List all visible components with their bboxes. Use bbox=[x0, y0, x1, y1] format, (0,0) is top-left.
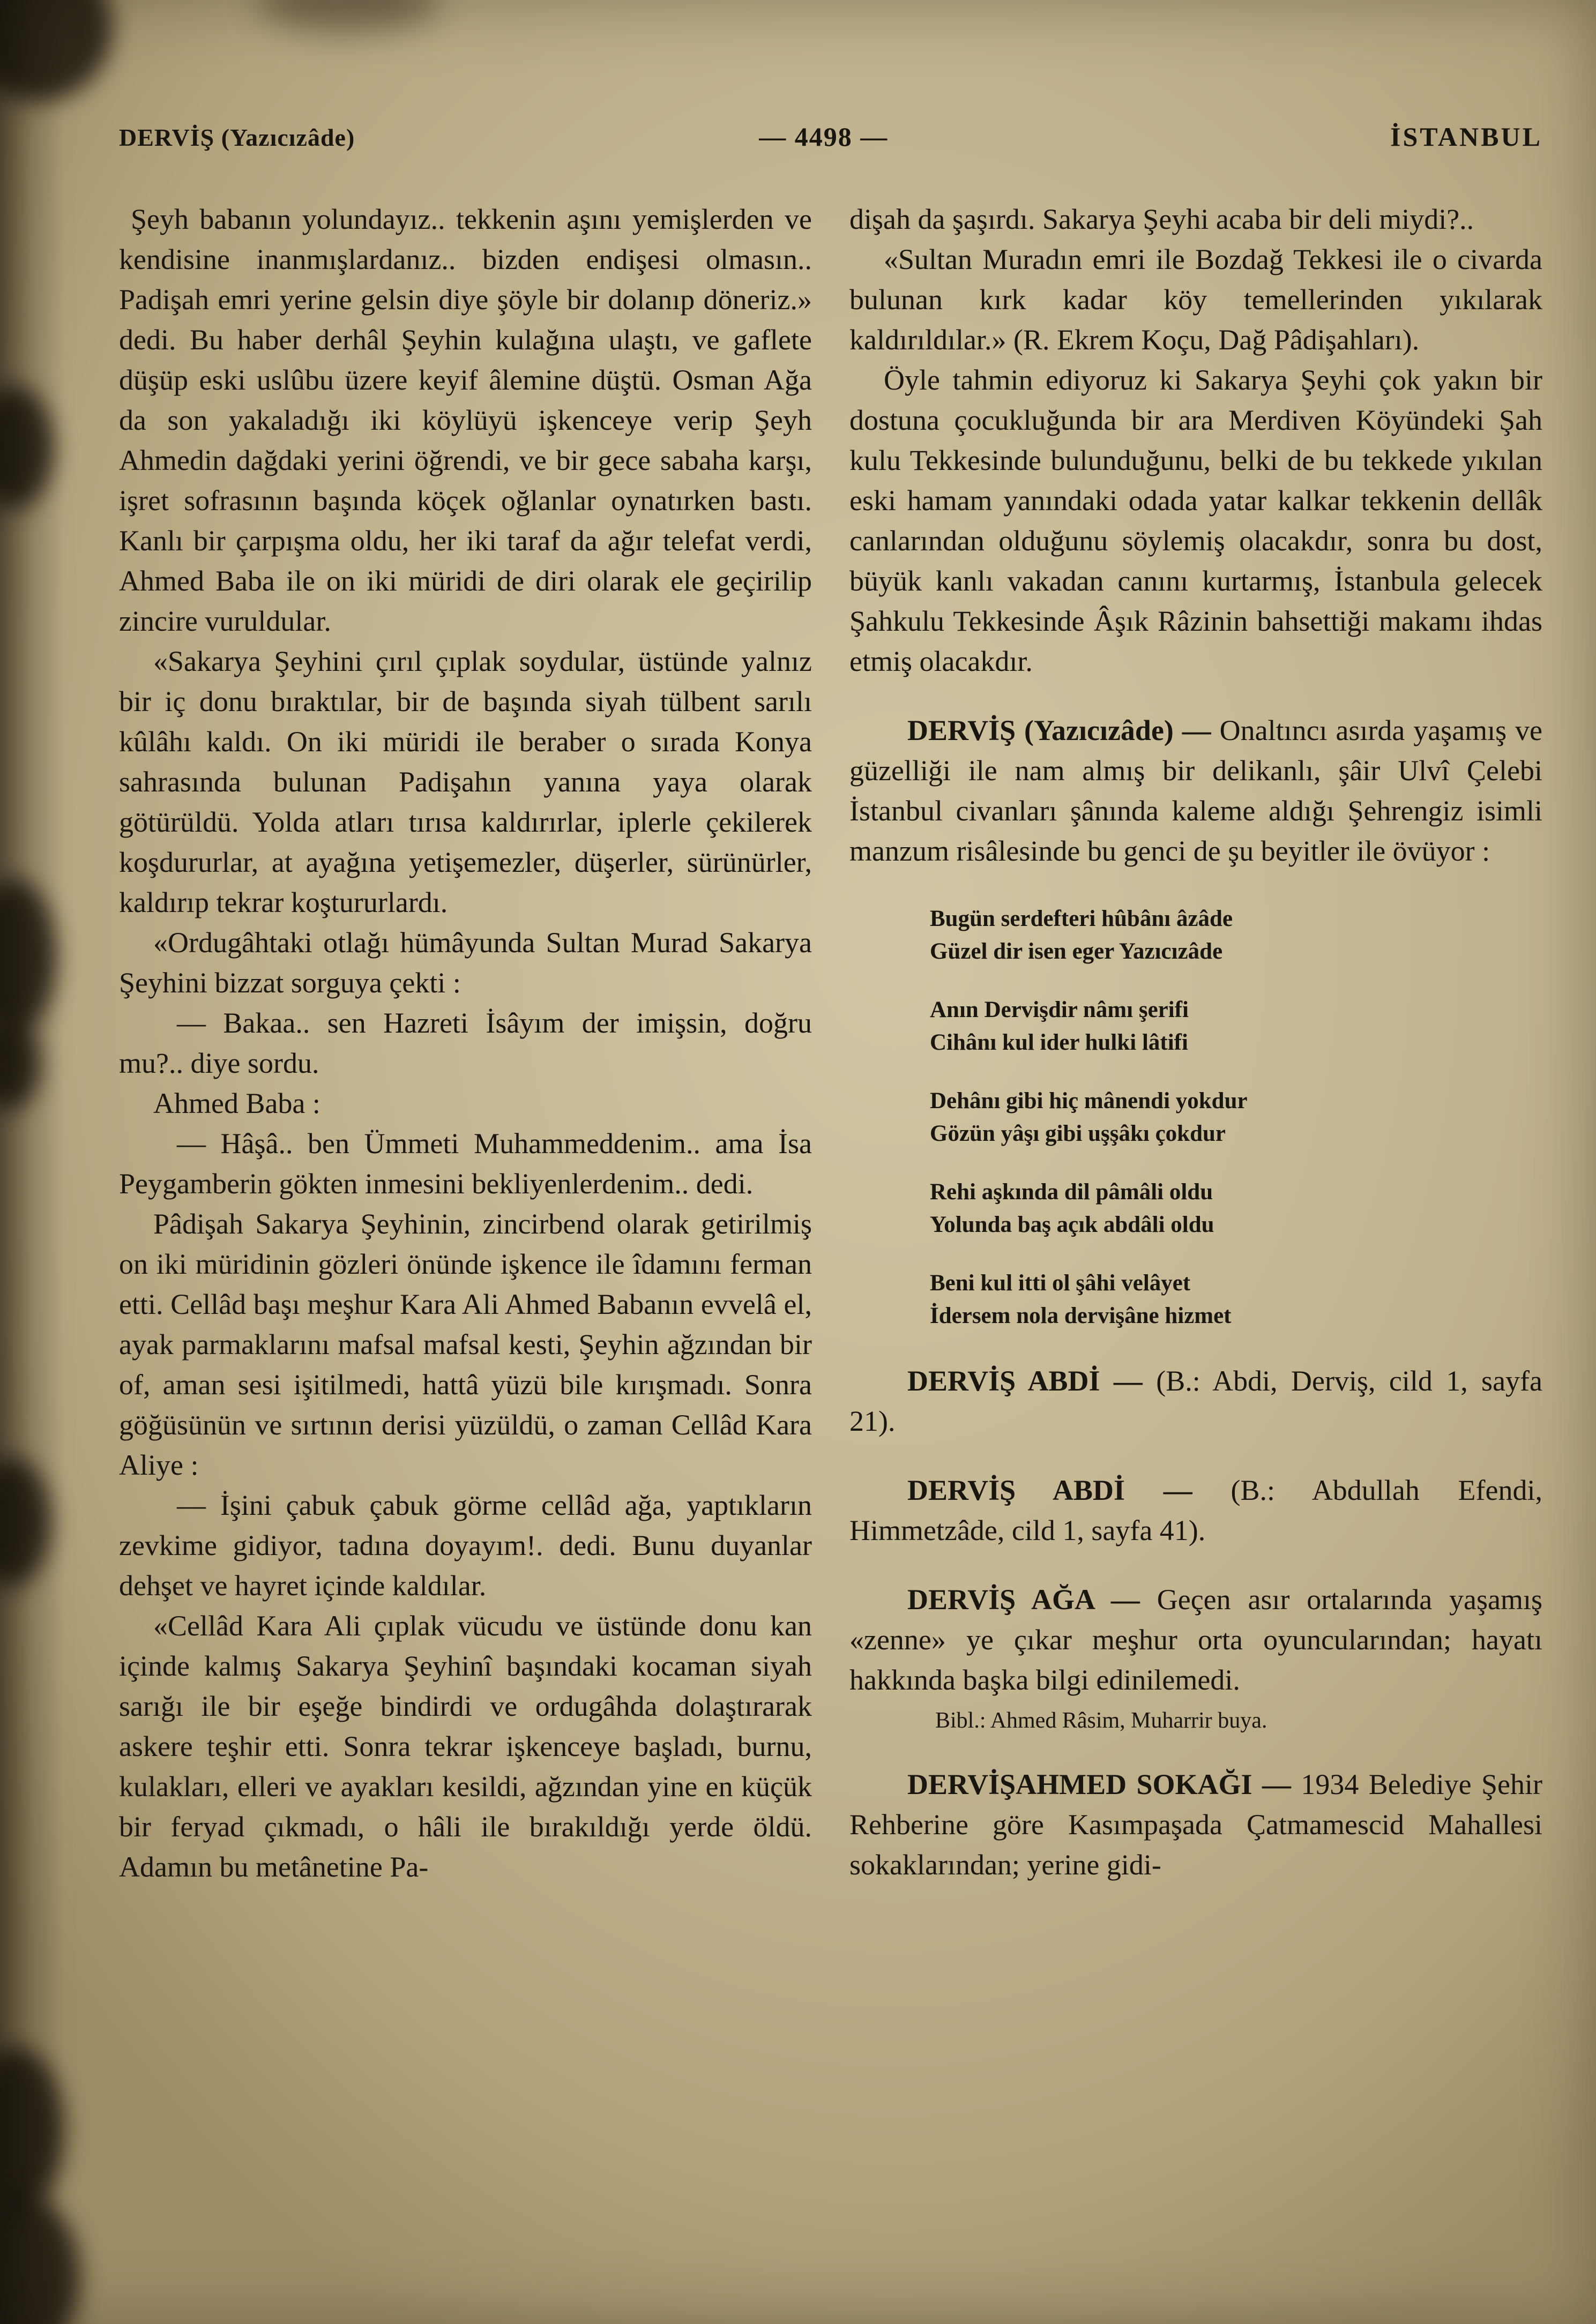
running-title-right: İSTANBUL bbox=[1390, 122, 1542, 152]
entry-text: Geçen asır ortalarında yaşamış «zenne» ye çıkar meşhur orta oyuncularından; hayatı hakkında başka bilgi edinilemedi. bbox=[849, 1583, 1542, 1696]
paragraph: Pâdişah Sakarya Şeyhinin, zincirbend olarak getirilmiş on iki müridinin gözleri önünde işkence ile îdamını ferman etti. Cellâd başı meşhur Kara Ali Ahmed Babanın evvelâ el, ayak parmaklarını mafsal mafsal kesti, Şeyhin ağzından bir of, aman sesi işitilmedi, hattâ yüzü bile kırışmadı. Sonra göğüsünün ve sırtının derisi yüzüldü, o zaman Cellâd Kara Aliye : bbox=[119, 1208, 812, 1481]
poem-couplet bbox=[930, 1267, 1542, 1332]
entry-text: (B.: Abdullah Efendi, Himmetzâde, cild 1, sayfa 41). bbox=[849, 1474, 1542, 1546]
poem-line: Rehi aşkında dil pâmâli oldu bbox=[930, 1179, 1213, 1205]
entry-dervis-aga bbox=[849, 1580, 1542, 1700]
entry-dervis-yazicizade bbox=[849, 711, 1542, 871]
entry-dervisahmed-sokagi bbox=[849, 1765, 1542, 1885]
paragraph: «Cellâd Kara Ali çıplak vücudu ve üstünde donu kan içinde kalmış Sakarya Şeyhinî başındaki kocaman siyah sarığı ile bir eşeğe bindirdi ve ordugâhda dolaştırarak askere teşhir etti. Sonra tekrar işkenceye başladı, burnu, kulakları, elleri ve ayakları kesildi, ağzından yine en küçük bir feryad çıkmadı, o hâli ile bırakıldığı yerde öldü. Adamın bu metânetine Pa- bbox=[119, 1610, 812, 1883]
entry-dervis-abdi-2 bbox=[849, 1470, 1542, 1551]
poem-line: Beni kul itti ol şâhi velâyet bbox=[930, 1271, 1191, 1296]
poem-line: İdersem nola dervişâne hizmet bbox=[930, 1303, 1232, 1328]
entry-title: DERVİŞ ABDİ — bbox=[907, 1474, 1192, 1506]
poem-line: Anın Dervişdir nâmı şerifi bbox=[930, 997, 1189, 1022]
entry-title: DERVİŞ ABDİ — bbox=[907, 1365, 1143, 1397]
entry-title: DERVİŞ (Yazıcızâde) — bbox=[907, 714, 1211, 746]
poem-line: Cihânı kul ider hulki lâtifi bbox=[930, 1030, 1188, 1055]
entry-dervis-abdi-1 bbox=[849, 1361, 1542, 1441]
paragraph: Öyle tahmin ediyoruz ki Sakarya Şeyhi çok yakın bir dostuna çocukluğunda bir ara Merdiven Köyündeki Şah kulu Tekkesinde bulunduğunu, belki de bu tekkede yıkılan eski hamam yanındaki odada yatar kalkar tekkenin dellâk canlarından olduğunu söylemiş olacakdır, sonra bu dost, büyük kanlı vakadan canını kurtarmış, İstanbula gelecek Şahkulu Tekkesinde Âşık Râzinin bahsettiği makamı ihdas etmiş olacakdır. bbox=[849, 364, 1542, 677]
left-column bbox=[119, 199, 812, 1887]
poem-line: Güzel dir isen eger Yazıcızâde bbox=[930, 939, 1223, 964]
poem-line: Bugün serdefteri hûbânı âzâde bbox=[930, 906, 1233, 931]
text-columns bbox=[119, 199, 1542, 1887]
poem-couplet bbox=[930, 993, 1542, 1059]
stain bbox=[0, 2192, 80, 2324]
page-header bbox=[119, 121, 1542, 152]
entry-title: DERVİŞAHMED SOKAĞI — bbox=[907, 1768, 1291, 1800]
paragraph: Şeyh babanın yolundayız.. tekkenin aşını yemişlerden ve kendisine inanmışlardanız.. bizden endişesi olmasın.. Padişah emri yerine gelsin diye şöyle bir dolanıp döneriz.» dedi. Bu haber derhâl Şeyhin kulağına ulaştı, ve gaflete düşüp eski uslûbu üzere keyif âlemine düştü. Osman Ağa da son yakaladığı iki köylüyü işkenceye verip Şeyh Ahmedin dağdaki yerini öğrendi, ve bir gece sabaha karşı, işret sofrasının başında köçek oğlanlar oynatırken bastı. Kanlı bir çarpışma oldu, her iki taraf da ağır telefat verdi, Ahmed Baba ile on iki müridi de diri olarak ele geçirilip zincire vuruldular. bbox=[119, 203, 812, 637]
bibliography-line: Bibl.: Ahmed Râsim, Muharrir buya. bbox=[935, 1708, 1267, 1733]
stain bbox=[0, 0, 113, 102]
paragraph: «Ordugâhtaki otlağı hümâyunda Sultan Murad Sakarya Şeyhini bizzat sorguya çekti : bbox=[119, 926, 812, 999]
poem bbox=[930, 902, 1542, 1332]
page-number: — 4498 — bbox=[759, 122, 889, 152]
poem-couplet bbox=[930, 902, 1542, 968]
entry-text: 1934 Belediye Şehir Rehberine göre Kasımpaşada Çatmamescid Mahallesi sokaklarından; yerine gidi- bbox=[849, 1768, 1542, 1881]
entry-title: DERVİŞ AĞA — bbox=[907, 1583, 1140, 1616]
entry-text: (B.: Abdi, Derviş, cild 1, sayfa 21). bbox=[849, 1365, 1542, 1437]
poem-line: Dehânı gibi hiç mânendi yokdur bbox=[930, 1088, 1248, 1114]
paragraph: dişah da şaşırdı. Sakarya Şeyhi acaba bir deli miydi?.. bbox=[849, 203, 1474, 235]
right-column bbox=[849, 199, 1542, 1887]
poem-line: Gözün yâşı gibi uşşâkı çokdur bbox=[930, 1121, 1226, 1146]
dialogue-line: — Bakaa.. sen Hazreti İsâyım der imişsin, doğru mu?.. diye sordu. bbox=[119, 1007, 812, 1079]
poem-line: Yolunda baş açık abdâli oldu bbox=[930, 1212, 1214, 1237]
dialogue-line: — İşini çabuk çabuk görme cellâd ağa, yaptıkların zevkime gidiyor, tadına doyayım!. dedi. Bunu duyanlar dehşet ve hayret içinde kaldılar. bbox=[119, 1489, 812, 1602]
stain bbox=[257, 0, 439, 32]
poem-couplet bbox=[930, 1085, 1542, 1150]
running-title-left: DERVİŞ (Yazıcızâde) bbox=[119, 124, 355, 151]
paragraph: «Sakarya Şeyhini çırıl çıplak soydular, üstünde yalnız bir iç donu bıraktılar, bir de başında siyah tülbent sarılı kûlâhı kaldı. On iki müridi ile beraber o sırada Konya sahrasında bulunan Padişahın yanına yaya olarak götürüldü. Yolda atları tırısa kaldırırlar, iplerle çekilerek koşdururlar, at ayağına yetişemezler, düşerler, sürünürler, kaldırıp tekrar koştururlardı. bbox=[119, 645, 812, 918]
entry-text: Onaltıncı asırda yaşamış ve güzelliği ile nam almış bir delikanlı, şâir Ulvî Çelebi İstanbul civanları şânında kaleme aldığı Şehrengiz isimli manzum risâlesinde bu genci de şu beyitler ile övüyor : bbox=[849, 714, 1543, 867]
binding-shadow bbox=[0, 0, 64, 2324]
dialogue-line: — Hâşâ.. ben Ümmeti Muhammeddenim.. ama İsa Peygamberin gökten inmesini bekliyenlerdenim.. dedi. bbox=[119, 1127, 812, 1200]
paragraph: Ahmed Baba : bbox=[153, 1087, 320, 1119]
poem-couplet bbox=[930, 1176, 1542, 1241]
paragraph: «Sultan Muradın emri ile Bozdağ Tekkesi ile o civarda bulunan kırk kadar köy temellerinden yıkılarak kaldırıldılar.» (R. Ekrem Koçu, Dağ Pâdişahları). bbox=[849, 243, 1542, 356]
